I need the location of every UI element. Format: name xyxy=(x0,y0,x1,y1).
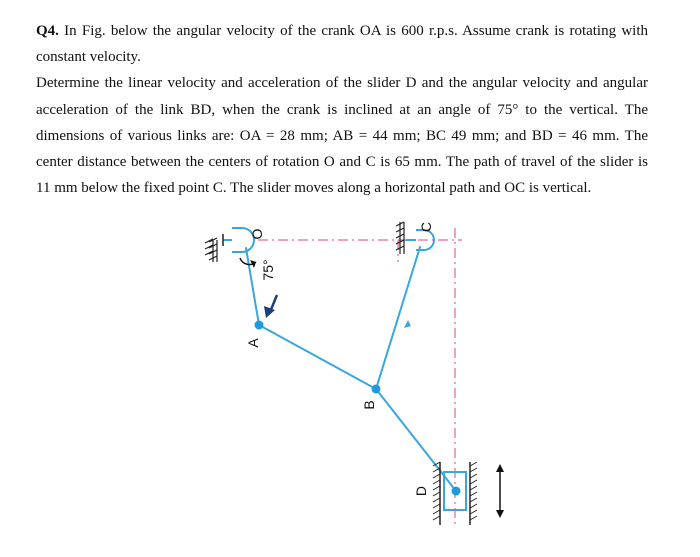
link-ab xyxy=(259,325,376,389)
joint-b xyxy=(372,385,381,394)
question-body: Determine the linear velocity and acceleration of the slider D and the angular velocity and angular acceleration of the link BD, when the crank is inclined at an angle of 75° to the vertical. The dimensions of various links are: OA = 28 mm; AB = 44 mm; BC 49 mm; and BD = 46 mm. The center distance between the centers of rotation O and C is 65 mm. The path of travel of the slider is 11 mm below the fixed point C. The slider moves along a horizontal path and OC is vertical. xyxy=(36,75,648,197)
label-a: A xyxy=(245,338,261,348)
joint-a xyxy=(255,321,264,330)
label-angle: 75° xyxy=(260,259,276,281)
link-bc xyxy=(376,247,420,389)
label-c: C xyxy=(418,221,434,233)
label-d: D xyxy=(413,485,429,497)
joint-d xyxy=(452,487,461,496)
angle-arrow-icon xyxy=(264,295,277,318)
question-number: Q4. xyxy=(36,23,59,39)
ground-support-o xyxy=(205,238,217,262)
centerlines xyxy=(258,228,462,525)
label-o: O xyxy=(249,228,265,240)
slider-travel-arrow-icon xyxy=(496,464,504,518)
question-intro-text: In Fig. below the angular velocity of the crank OA is 600 r.p.s. Assume crank is rotating with constant velocity. xyxy=(36,23,648,66)
ground-support-c xyxy=(396,222,404,254)
link-bc-arrow-icon xyxy=(404,320,411,328)
label-b: B xyxy=(361,400,377,410)
crank-oa xyxy=(246,248,259,325)
